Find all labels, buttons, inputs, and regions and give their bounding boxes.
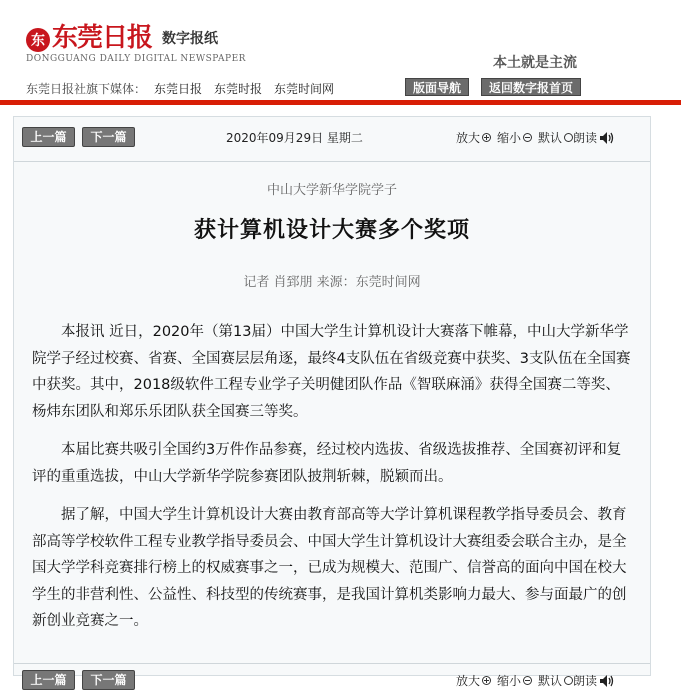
header-divider <box>0 100 681 105</box>
prev-article-button-bottom[interactable]: 上一篇 <box>22 670 75 690</box>
zoom-in-icon[interactable] <box>482 676 491 685</box>
media-link-times[interactable]: 东莞时报 <box>214 82 263 96</box>
zoom-in-label[interactable]: 放大 <box>456 131 481 145</box>
default-size-radio[interactable] <box>564 676 573 685</box>
media-prefix: 东莞日报社旗下媒体： <box>26 82 147 96</box>
prev-article-button[interactable]: 上一篇 <box>22 127 75 147</box>
zoom-out-label-bottom[interactable]: 缩小 <box>497 674 522 688</box>
article-paragraph: 据了解，中国大学生计算机设计大赛由教育部高等大学计算机课程教学指导委员会、教育部高等学校软件工程专业教学指导委员会、中国大学生计算机设计大赛组委会联合主办，是全国大学学科竞赛排行榜上的权威赛事之一，已成为规模大、范围广、信誉高的面向中国在校大学生的非营利性、公益性、科技型的传统赛事，是我国计算机类影响力最大、参与面最广的创新创业竞赛之一。 <box>32 507 627 629</box>
speaker-icon[interactable] <box>599 131 615 145</box>
media-link-timenet[interactable]: 东莞时间网 <box>274 82 335 96</box>
article-title: 获计算机设计大赛多个奖项 <box>193 218 470 243</box>
reading-tools-bottom <box>456 672 615 689</box>
layout-nav-button[interactable]: 版面导航 <box>405 78 469 96</box>
default-size-radio[interactable] <box>564 133 573 142</box>
issue-date: 2020年09月29日 星期二 <box>226 131 363 145</box>
article-paragraph: 本报讯 近日，2020年（第13届）中国大学生计算机设计大赛落下帷幕，中山大学新华学院学子经过校赛、省赛、全国赛层层角逐，最终4支队伍在省级竞赛中获奖、3支队伍在全国赛中获奖。其中，2018级软件工程专业学子关明健团队作品《智联麻涌》获得全国赛二等奖、杨炜东团队和郑乐乐团队获全国赛三等奖。 <box>32 324 631 420</box>
logo-subtitle: 数字报纸 <box>162 31 219 47</box>
default-size-label-bottom[interactable]: 默认 <box>538 674 563 688</box>
next-article-button-bottom[interactable]: 下一篇 <box>82 670 135 690</box>
article-paragraph: 本届比赛共吸引全国约3万件作品参赛，经过校内选拔、省级选拔推荐、全国赛初评和复评的重重选拔，中山大学新华学院参赛团队披荆斩棘，脱颖而出。 <box>32 442 622 485</box>
read-aloud-label[interactable]: 朗读 <box>573 131 598 145</box>
default-size-label[interactable]: 默认 <box>538 131 563 145</box>
zoom-in-label-bottom[interactable]: 放大 <box>456 674 481 688</box>
zoom-out-label[interactable]: 缩小 <box>497 131 522 145</box>
site-logo[interactable] <box>26 24 218 52</box>
article-byline: 记者 肖郅朋 来源：东莞时间网 <box>243 275 421 290</box>
article-subtitle: 中山大学新华学院学子 <box>266 183 397 198</box>
logo-english: DONGGUANG DAILY DIGITAL NEWSPAPER <box>26 54 246 64</box>
site-header <box>0 0 681 100</box>
logo-mark: 东 <box>26 28 50 52</box>
logo-title: 东莞日报 <box>52 23 153 53</box>
slogan: 本土就是主流 <box>493 55 577 71</box>
speaker-icon[interactable] <box>599 674 615 688</box>
read-aloud-label-bottom[interactable]: 朗读 <box>573 674 598 688</box>
article-toolbar <box>14 117 650 162</box>
article-body <box>32 319 632 647</box>
article-panel <box>13 116 651 688</box>
reading-tools <box>456 129 615 146</box>
media-bar <box>26 80 346 97</box>
next-article-button[interactable]: 下一篇 <box>82 127 135 147</box>
zoom-out-icon[interactable] <box>523 133 532 142</box>
home-button[interactable]: 返回数字报首页 <box>481 78 581 96</box>
media-link-daily[interactable]: 东莞日报 <box>154 82 203 96</box>
zoom-in-icon[interactable] <box>482 133 491 142</box>
zoom-out-icon[interactable] <box>523 676 532 685</box>
